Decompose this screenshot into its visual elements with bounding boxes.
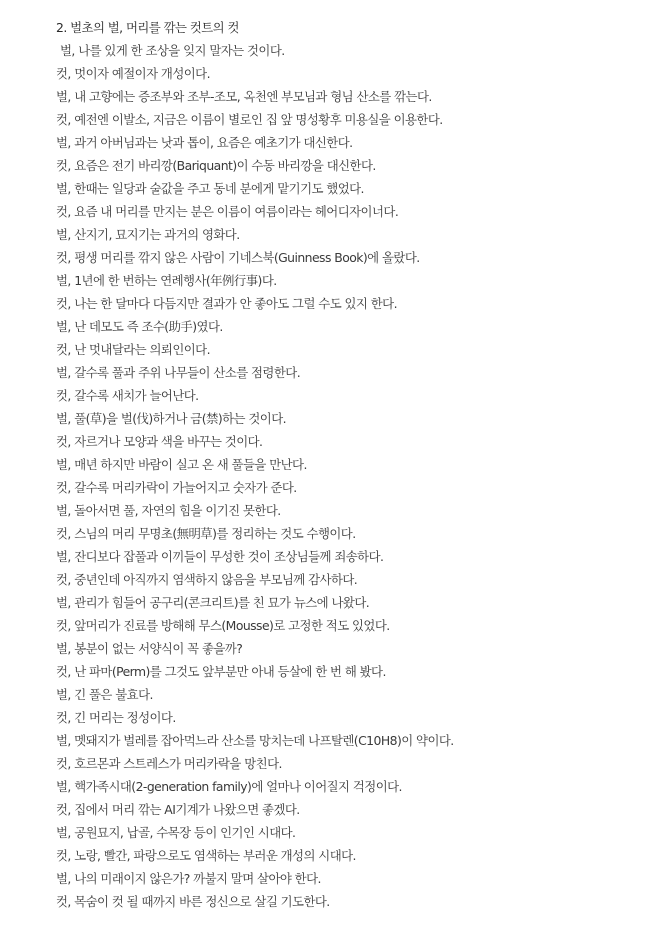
text-line: 컷, 예전엔 이발소, 지금은 이름이 별로인 집 앞 명성황후 미용실을 이용한다. [56,112,443,127]
text-line: 컷, 난 멋내달라는 의뢰인이다. [56,342,210,357]
text-line: 벌, 핵가족시대(2-generation family)에 얼마나 이어질지 걱정이다. [56,779,402,794]
text-line: 벌, 관리가 힘들어 공구리(콘크리트)를 친 묘가 뉴스에 나왔다. [56,595,370,610]
text-line: 벌, 매년 하지만 바람이 실고 온 새 풀들을 만난다. [56,457,307,472]
text-line: 컷, 멋이자 예절이자 개성이다. [56,66,210,81]
text-line: 벌, 산지기, 묘지기는 과거의 영화다. [56,227,240,242]
text-line: 컷, 나는 한 달마다 다듬지만 결과가 안 좋아도 그럴 수도 있지 한다. [56,296,397,311]
text-line: 벌, 돌아서면 풀, 자연의 힘을 이기진 못한다. [56,503,281,518]
text-line: 컷, 평생 머리를 깎지 않은 사람이 기네스북(Guinness Book)에 올랐다. [56,250,420,265]
text-line: 벌, 공원묘지, 납골, 수목장 등이 인기인 시대다. [56,825,296,840]
text-line: 컷, 호르몬과 스트레스가 머리카락을 망친다. [56,756,282,771]
text-line: 벌, 내 고향에는 증조부와 조부-조모, 옥천엔 부모님과 형님 산소를 깎는다. [56,89,432,104]
text-line: 컷, 갈수록 머리카락이 가늘어지고 숫자가 준다. [56,480,297,495]
text-line: 벌, 나를 있게 한 조상을 잊지 말자는 것이다. [60,43,285,58]
text-line: 벌, 한때는 일당과 술값을 주고 동네 분에게 맡기기도 했었다. [56,181,364,196]
text-line: 컷, 노랑, 빨간, 파랑으로도 염색하는 부러운 개성의 시대다. [56,848,356,863]
text-line: 컷, 스님의 머리 무명초(無明草)를 정리하는 것도 수행이다. [56,526,356,541]
text-line: 벌, 난 데모도 즉 조수(助手)였다. [56,319,223,334]
text-line: 벌, 긴 풀은 불효다. [56,687,153,702]
document-title: 2. 벌초의 벌, 머리를 깎는 컷트의 컷 [56,20,239,35]
text-line: 컷, 집에서 머리 깎는 AI기계가 나왔으면 좋겠다. [56,802,300,817]
text-line: 벌, 잔디보다 잡풀과 이끼들이 무성한 것이 조상님들께 죄송하다. [56,549,384,564]
text-line: 컷, 긴 머리는 정성이다. [56,710,176,725]
text-line: 컷, 요즘은 전기 바리깡(Bariquant)이 수동 바리깡을 대신한다. [56,158,376,173]
text-line: 컷, 목숨이 컷 될 때까지 바른 정신으로 살길 기도한다. [56,894,330,909]
text-line: 컷, 난 파마(Perm)를 그것도 앞부분만 아내 등살에 한 번 해 봤다. [56,664,386,679]
text-line: 컷, 앞머리가 진료를 방해해 무스(Mousse)로 고정한 적도 있었다. [56,618,390,633]
text-line: 벌, 1년에 한 번하는 연례행사(年例行事)다. [56,273,277,288]
text-line: 컷, 자르거나 모양과 색을 바꾸는 것이다. [56,434,263,449]
text-line: 벌, 과거 아버님과는 낫과 톱이, 요즘은 예초기가 대신한다. [56,135,353,150]
text-line: 컷, 갈수록 새치가 늘어난다. [56,388,199,403]
text-line: 벌, 나의 미래이지 않은가? 까불지 말며 살아야 한다. [56,871,321,886]
document-body [56,16,641,913]
text-line: 컷, 중년인데 아직까지 염색하지 않음을 부모님께 감사하다. [56,572,358,587]
text-line: 벌, 풀(草)을 벌(伐)하거나 금(禁)하는 것이다. [56,411,287,426]
text-line: 벌, 멧돼지가 벌레를 잡아먹느라 산소를 망치는데 나프탈렌(C10H8)이 약이다. [56,733,454,748]
text-line: 벌, 봉분이 없는 서양식이 꼭 좋을까? [56,641,243,656]
text-line: 컷, 요즘 내 머리를 만지는 분은 이름이 여름이라는 헤어디자이너다. [56,204,399,219]
text-line: 벌, 갈수록 풀과 주위 나무들이 산소를 점령한다. [56,365,301,380]
